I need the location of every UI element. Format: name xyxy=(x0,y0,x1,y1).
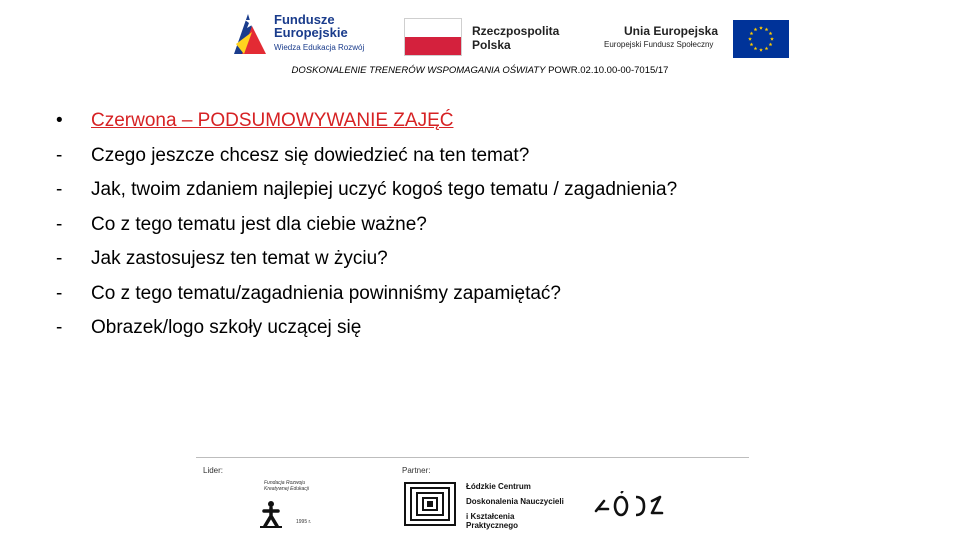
fundacja-year: 1995 r. xyxy=(296,519,312,525)
fundacja-logo xyxy=(256,476,318,528)
ldc-line3: i Kształcenia Praktycznego xyxy=(466,512,519,530)
list-item-text: Jak, twoim zdaniem najlepiej uczyć kogoś tego tematu / zagadnienia? xyxy=(91,179,678,200)
fe-line1: Fundusze xyxy=(274,12,335,27)
list-item-text: Czego jeszcze chcesz się dowiedzieć na ten temat? xyxy=(91,144,530,166)
list-item-text: Co z tego tematu jest dla ciebie ważne? xyxy=(91,213,427,235)
program-caption xyxy=(0,65,960,76)
section-title: Czerwona – PODSUMOWYWANIE ZAJĘĆ xyxy=(91,110,454,131)
ldc-line1: Łódzkie Centrum xyxy=(466,482,531,491)
ldc-line2: Doskonalenia Nauczycieli xyxy=(466,497,564,506)
rp-line1: Rzeczpospolita xyxy=(472,24,560,38)
fundacja-line2: Kreatywnej Edukacji xyxy=(264,486,310,492)
partner-label: Partner: xyxy=(402,466,431,475)
list-item-text: Jak zastosujesz ten temat w życiu? xyxy=(91,248,388,269)
dash-marker: - xyxy=(56,213,63,235)
ue-line2: Europejski Fundusz Społeczny xyxy=(604,40,714,49)
dash-marker: - xyxy=(56,179,63,200)
lider-label: Lider: xyxy=(203,466,224,475)
bullet-marker: • xyxy=(56,110,63,131)
list-item-text: Obrazek/logo szkoły uczącej się xyxy=(91,317,362,338)
fe-line2: Europejskie xyxy=(274,25,348,40)
fundusze-europejskie-logo xyxy=(232,12,377,58)
rp-line2: Polska xyxy=(472,38,511,52)
dash-marker: - xyxy=(56,248,63,269)
polish-flag-icon xyxy=(404,18,462,56)
dash-marker: - xyxy=(56,317,63,338)
fundusze-europejskie-icon xyxy=(232,12,268,56)
walking-figure-icon xyxy=(260,500,282,528)
program-name: DOSKONALENIE TRENERÓW WSPOMAGANIA OŚWIATY xyxy=(291,65,546,76)
list-item-text: Co z tego tematu/zagadnienia powinniśmy zapamiętać? xyxy=(91,282,561,304)
eu-flag-icon xyxy=(733,20,789,58)
dash-marker: - xyxy=(56,282,63,304)
program-code: POWR.02.10.00-00-7015/17 xyxy=(548,65,669,76)
ue-line1: Unia Europejska xyxy=(624,24,719,38)
dash-marker: - xyxy=(56,144,63,166)
concentric-square-icon xyxy=(404,482,456,526)
footer-divider xyxy=(196,457,749,458)
ldc-logo xyxy=(404,482,564,530)
lodz-city-logo xyxy=(594,491,666,519)
rzeczpospolita-polska-logo xyxy=(404,18,584,58)
fe-subtitle: Wiedza Edukacja Rozwój xyxy=(274,43,365,52)
fundacja-line1: Fundacja Rozwoju xyxy=(264,480,306,486)
